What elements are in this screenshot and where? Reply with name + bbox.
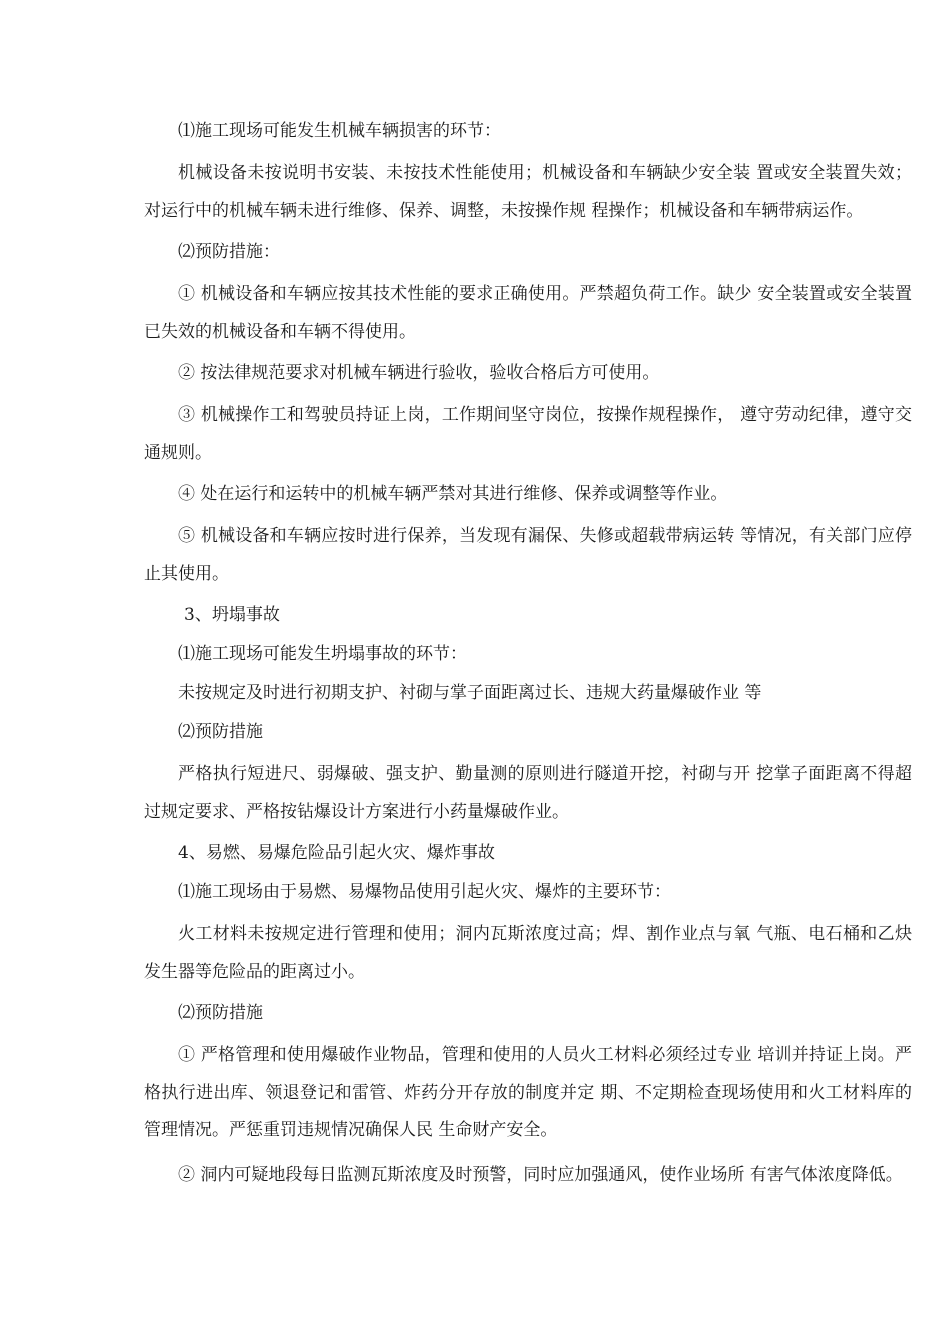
paragraph-collapse-description: 未按规定及时进行初期支护、衬砌与掌子面距离过长、违规大药量爆破作业 等: [178, 683, 762, 703]
paragraph-collapse-prevention: 严格执行短进尺、弱爆破、强支护、勤量测的原则进行隧道开挖，衬砌与开 挖掌子面距离不得超过规定要求、严格按钻爆设计方案进行小药量爆破作业。: [144, 764, 912, 822]
subheading-fire-explosion-stages: ⑴施工现场由于易燃、易爆物品使用引起火灾、爆炸的主要环节：: [178, 882, 671, 902]
subheading-prevention-measures-2: ⑵预防措施: [178, 722, 263, 742]
subheading-machinery-hazard-stages: ⑴施工现场可能发生机械车辆损害的环节：: [178, 121, 501, 141]
subheading-collapse-stages: ⑴施工现场可能发生坍塌事故的环节：: [178, 644, 467, 664]
subheading-prevention-measures-1: ⑵预防措施：: [178, 242, 280, 262]
list-item-explosives-management: ① 严格管理和使用爆破作业物品，管理和使用的人员火工材料必须经过专业 培训并持证上岗。严格执行进出库、领退登记和雷管、炸药分开存放的制度并定 期、不定期检查现场使用和火工材料库的管理情况。严惩重罚违规情况确保人民 生命财产安全。: [144, 1045, 912, 1140]
document-body: [144, 116, 912, 1201]
list-item-measure-1: ① 机械设备和车辆应按其技术性能的要求正确使用。严禁超负荷工作。缺少 安全装置或安全装置已失效的机械设备和车辆不得使用。: [144, 284, 912, 342]
list-item-measure-2: ② 按法律规范要求对机械车辆进行验收，验收合格后方可使用。: [178, 363, 660, 383]
section-heading-fire-explosion: 4、易燃、易爆危险品引起火灾、爆炸事故: [178, 843, 495, 863]
list-item-measure-4: ④ 处在运行和运转中的机械车辆严禁对其进行维修、保养或调整等作业。: [178, 484, 728, 504]
list-item-measure-5: ⑤ 机械设备和车辆应按时进行保养，当发现有漏保、失修或超载带病运转 等情况，有关部门应停止其使用。: [144, 526, 912, 584]
paragraph-fire-explosion-description: 火工材料未按规定进行管理和使用；洞内瓦斯浓度过高；焊、割作业点与氧 气瓶、电石桶和乙炔发生器等危险品的距离过小。: [144, 924, 912, 982]
list-item-gas-monitoring: ② 洞内可疑地段每日监测瓦斯浓度及时预警，同时应加强通风，使作业场所 有害气体浓度降低。: [178, 1164, 903, 1185]
paragraph-machinery-hazard-description: 机械设备未按说明书安装、未按技术性能使用；机械设备和车辆缺少安全装 置或安全装置失效；对运行中的机械车辆未进行维修、保养、调整，未按操作规 程操作；机械设备和车辆带病运作。: [144, 163, 912, 221]
section-heading-collapse-accident: 3、坍塌事故: [184, 605, 280, 625]
list-item-measure-3: ③ 机械操作工和驾驶员持证上岗，工作期间坚守岗位，按操作规程操作， 遵守劳动纪律，遵守交通规则。: [144, 405, 912, 463]
subheading-prevention-measures-3: ⑵预防措施: [178, 1003, 263, 1023]
